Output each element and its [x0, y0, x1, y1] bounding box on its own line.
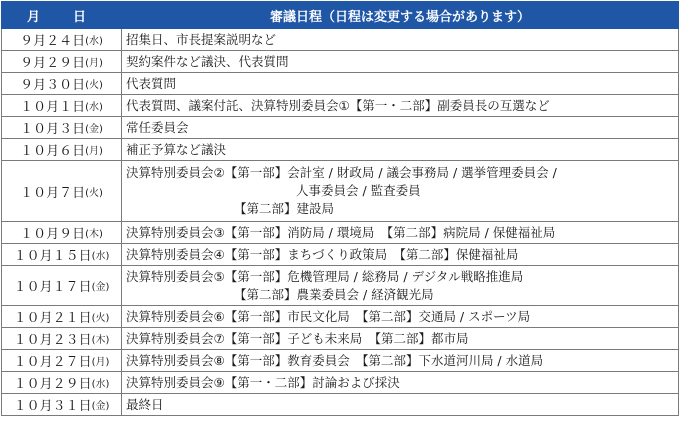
agenda-line: 代表質問: [126, 75, 177, 91]
agenda-cell: [122, 244, 679, 266]
schedule-table: [1, 1, 679, 416]
weekday-text: (木): [91, 335, 110, 346]
agenda-cell: [122, 394, 679, 416]
date-text: １０月２７日: [13, 355, 92, 370]
weekday-text: (水): [85, 102, 103, 113]
agenda-line: 契約案件など議決、代表質問: [126, 53, 289, 69]
table-row: [2, 73, 679, 95]
date-cell: [2, 222, 122, 244]
date-text: １０月２３日: [13, 333, 92, 348]
agenda-cell: [122, 350, 679, 372]
agenda-cell: [122, 139, 679, 161]
table-row: [2, 350, 679, 372]
date-cell: [2, 394, 122, 416]
weekday-text: (火): [91, 313, 110, 324]
date-cell: [2, 51, 122, 73]
agenda-cell: [122, 117, 679, 139]
table-row: [2, 222, 679, 244]
date-text: ９月２９日: [20, 56, 86, 71]
date-cell: [2, 328, 122, 350]
weekday-text: (水): [91, 251, 110, 262]
agenda-line: 決算特別委員会⑤【第一部】危機管理局 / 総務局 / デジタル戦略推進局: [126, 268, 524, 284]
agenda-line: 人事委員会 / 監査委員: [296, 183, 421, 198]
agenda-line: 決算特別委員会④【第一部】まちづくり政策局 【第二部】保健福祉局: [126, 246, 519, 262]
weekday-text: (金): [91, 401, 110, 412]
date-cell: [2, 95, 122, 117]
date-cell: [2, 372, 122, 394]
date-cell: [2, 266, 122, 306]
date-text: １０月６日: [20, 144, 86, 159]
agenda-cell: [122, 73, 679, 95]
date-text: １０月１５日: [13, 249, 92, 264]
date-cell: [2, 306, 122, 328]
agenda-line: 決算特別委員会⑨【第一・二部】討論および採決: [126, 374, 400, 390]
agenda-line: 補正予算など議決: [126, 141, 227, 157]
agenda-column-header: 審議日程（日程は変更する場合があります）: [122, 2, 679, 29]
date-text: １０月２９日: [13, 377, 92, 392]
table-row: [2, 51, 679, 73]
agenda-line: 【第二部】農業委員会 / 経済観光局: [234, 286, 434, 302]
table-row: [2, 139, 679, 161]
weekday-text: (水): [91, 379, 110, 390]
agenda-cell: [122, 266, 679, 306]
table-row: [2, 95, 679, 117]
date-cell: [2, 29, 122, 51]
table-row: [2, 394, 679, 416]
date-text: １０月３１日: [13, 399, 92, 414]
agenda-line: 最終日: [126, 396, 164, 412]
date-text: １０月１７日: [13, 280, 92, 295]
date-column-header: 月 日: [2, 2, 122, 29]
date-cell: [2, 139, 122, 161]
date-text: １０月９日: [20, 227, 86, 242]
date-text: ９月３０日: [20, 78, 86, 93]
date-cell: [2, 117, 122, 139]
agenda-cell: [122, 328, 679, 350]
agenda-cell: [122, 29, 679, 51]
table-row: [2, 372, 679, 394]
agenda-line: 【第二部】建設局: [234, 201, 335, 216]
agenda-line: 決算特別委員会⑥【第一部】市民文化局 【第二部】交通局 / スポーツ局: [126, 308, 531, 324]
weekday-text: (木): [85, 229, 103, 240]
agenda-cell: [122, 306, 679, 328]
agenda-cell: [122, 161, 679, 222]
date-text: １０月７日: [20, 185, 86, 201]
agenda-cell: [122, 372, 679, 394]
date-cell: [2, 244, 122, 266]
agenda-line: 代表質問、議案付託、決算特別委員会①【第一・二部】副委員長の互選など: [126, 97, 550, 113]
table-row: [2, 328, 679, 350]
table-row: [2, 306, 679, 328]
table-row: [2, 244, 679, 266]
agenda-line: 招集日、市長提案説明など: [126, 31, 277, 47]
date-cell: [2, 161, 122, 222]
date-text: ９月２４日: [20, 34, 86, 49]
date-cell: [2, 73, 122, 95]
weekday-text: (月): [91, 357, 110, 368]
agenda-cell: [122, 222, 679, 244]
date-text: １０月３日: [20, 122, 86, 137]
agenda-line: 決算特別委員会③【第一部】消防局 / 環境局 【第二部】病院局 / 保健福祉局: [126, 224, 556, 240]
weekday-text: (月): [85, 58, 103, 69]
weekday-text: (月): [85, 146, 103, 157]
weekday-text: (金): [85, 124, 103, 135]
date-text: １０月１日: [20, 100, 86, 115]
agenda-line: 決算特別委員会⑦【第一部】子ども未来局 【第二部】都市局: [126, 330, 469, 346]
table-row: [2, 266, 679, 306]
date-cell: [2, 350, 122, 372]
table-row: [2, 161, 679, 222]
agenda-cell: [122, 51, 679, 73]
weekday-text: (金): [91, 282, 110, 293]
agenda-line: 決算特別委員会②【第一部】会計室 / 財政局 / 議会事務局 / 選挙管理委員会 /: [126, 165, 557, 180]
date-text: １０月２１日: [13, 311, 92, 326]
table-row: [2, 117, 679, 139]
table-row: [2, 29, 679, 51]
weekday-text: (火): [85, 187, 103, 199]
table-header-row: [2, 2, 679, 29]
agenda-line: 常任委員会: [126, 119, 189, 135]
agenda-cell: [122, 95, 679, 117]
weekday-text: (水): [85, 36, 103, 47]
weekday-text: (火): [85, 80, 103, 91]
agenda-line: 決算特別委員会⑧【第一部】教育委員会 【第二部】下水道河川局 / 水道局: [126, 352, 544, 368]
